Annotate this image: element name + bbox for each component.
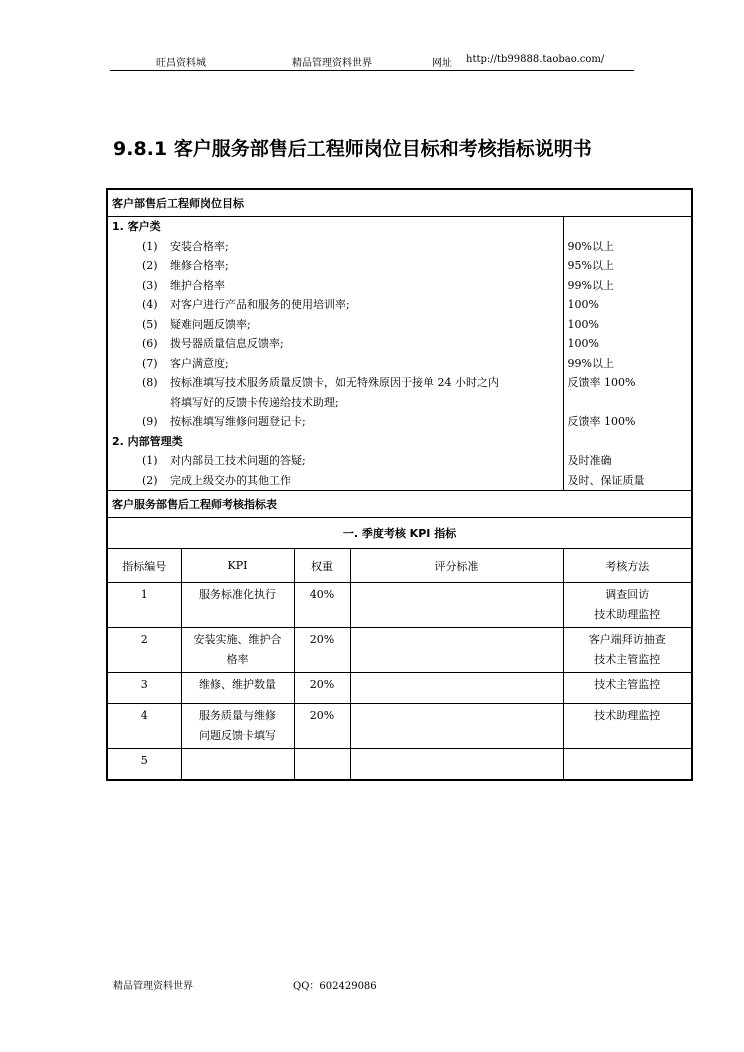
kpi-method <box>563 583 692 628</box>
kpi-name <box>181 583 294 628</box>
kpi-standard <box>350 704 563 749</box>
goal-item <box>112 373 559 393</box>
goal-item-target: 反馈率 100% <box>567 415 636 428</box>
goal-item-text: 客户满意度; <box>170 356 229 370</box>
kpi-method-line: 技术主管监控 <box>594 678 661 691</box>
goal-item-target: 95%以上 <box>567 259 614 272</box>
kpi-method-line: 调查回访 <box>605 588 650 601</box>
kpi-name-line: 服务质量与维修 <box>199 709 276 722</box>
kpi-id: 4 <box>107 704 181 749</box>
goal-item <box>112 334 559 354</box>
kpi-name <box>181 673 294 704</box>
page-header <box>110 54 634 71</box>
kpi-heading: 客户服务部售后工程师考核指标表 <box>107 491 692 518</box>
goal-item-text: 按标准填写维修问题登记卡; <box>170 415 306 428</box>
goal-item-number: (9) <box>142 415 158 428</box>
goal-item-target-spacer <box>568 393 688 413</box>
kpi-method-line: 技术助理监控 <box>594 608 661 621</box>
goal-item-target: 99%以上 <box>567 278 614 292</box>
goal-item-target: 90%以上 <box>567 239 614 253</box>
goal-item <box>112 393 559 413</box>
kpi-weight: 40% <box>294 583 350 628</box>
kpi-method-line: 技术主管监控 <box>594 653 661 666</box>
goal-item-number: (8) <box>142 376 158 389</box>
goal-item <box>112 256 559 276</box>
goal-item-text: 维修合格率; <box>170 259 229 272</box>
page-footer <box>113 977 513 991</box>
header-shop-name: 旺昌资料城 <box>156 58 206 69</box>
goal-item <box>112 295 559 315</box>
goal-item-text: 将填写好的反馈卡传递给技术助理; <box>170 395 339 409</box>
kpi-method <box>563 749 692 781</box>
goal-item-number: (7) <box>142 356 158 370</box>
kpi-method <box>563 673 692 704</box>
kpi-weight: 20% <box>294 673 350 704</box>
kpi-id: 1 <box>107 583 181 628</box>
kpi-table-row <box>107 628 692 673</box>
goal-item-text: 完成上级交办的其他工作 <box>170 473 291 487</box>
goal-item-text: 维护合格率 <box>170 278 225 292</box>
kpi-standard <box>350 673 563 704</box>
kpi-name-line: 服务标准化执行 <box>199 588 276 601</box>
kpi-id: 3 <box>107 673 181 704</box>
footer-qq: QQ：602429086 <box>293 981 377 992</box>
goal-item-number: (2) <box>142 473 158 487</box>
goal-item-target: 100% <box>567 317 599 331</box>
kpi-weight: 20% <box>294 628 350 673</box>
goal-group-label: 1. 客户类 <box>112 220 161 233</box>
kpi-column-header: 权重 <box>294 549 350 583</box>
kpi-column-header: 考核方法 <box>563 549 692 583</box>
goal-item <box>112 315 559 335</box>
goals-heading: 客户部售后工程师岗位目标 <box>107 189 692 217</box>
kpi-table-row <box>107 749 692 781</box>
kpi-weight: 20% <box>294 704 350 749</box>
kpi-id: 5 <box>107 749 181 781</box>
kpi-method-line: 客户端拜访抽查 <box>588 633 666 646</box>
goal-group-spacer <box>568 217 688 237</box>
goal-item-text: 安装合格率; <box>170 239 229 253</box>
kpi-column-header: 评分标准 <box>350 549 563 583</box>
goal-item <box>112 451 559 471</box>
kpi-table-row <box>107 583 692 628</box>
goal-item <box>112 412 559 432</box>
kpi-name-line: 格率 <box>226 653 249 666</box>
kpi-method <box>563 704 692 749</box>
goal-item-target: 及时、保证质量 <box>567 473 645 487</box>
goals-targets-cell <box>563 217 692 491</box>
header-url-label: 网址 <box>432 58 452 69</box>
kpi-method <box>563 628 692 673</box>
kpi-name <box>181 628 294 673</box>
goal-item <box>112 276 559 296</box>
goal-item-target: 反馈率 100% <box>567 376 636 389</box>
kpi-name <box>181 749 294 781</box>
goal-item-number: (4) <box>142 298 158 311</box>
kpi-subheading: 一. 季度考核 KPI 指标 <box>107 518 692 549</box>
goal-item-number: (1) <box>142 239 158 253</box>
kpi-name-line: 维修、维护数量 <box>199 678 276 691</box>
kpi-column-header: KPI <box>181 549 294 583</box>
goal-item-text: 疑难问题反馈率; <box>170 317 251 331</box>
goal-item <box>112 237 559 257</box>
goal-item-target: 及时准确 <box>567 454 612 467</box>
kpi-weight <box>294 749 350 781</box>
kpi-standard <box>350 628 563 673</box>
kpi-id: 2 <box>107 628 181 673</box>
goal-item <box>112 471 559 491</box>
goal-item-text: 按标准填写技术服务质量反馈卡，如无特殊原因于接单 24 小时之内 <box>170 376 499 389</box>
kpi-column-header: 指标编号 <box>107 549 181 583</box>
goal-item-text: 对客户进行产品和服务的使用培训率; <box>170 298 350 311</box>
kpi-standard <box>350 749 563 781</box>
goal-item-number: (1) <box>142 454 158 467</box>
goal-item-text: 对内部员工技术问题的答疑; <box>170 454 306 467</box>
header-url-link[interactable]: http://tb99888.taobao.com/ <box>466 54 605 65</box>
goals-items-cell <box>107 217 563 491</box>
header-world: 精品管理资料世界 <box>292 58 372 69</box>
main-table <box>106 188 693 781</box>
goal-item-number: (2) <box>142 259 158 272</box>
goal-item-target: 99%以上 <box>567 356 614 370</box>
goal-item-number: (5) <box>142 317 158 331</box>
kpi-name-line: 安装实施、维护合 <box>193 633 282 646</box>
kpi-name <box>181 704 294 749</box>
goal-group-spacer <box>568 432 688 452</box>
goal-group-label: 2. 内部管理类 <box>112 434 183 448</box>
goal-item-target: 100% <box>567 337 599 350</box>
kpi-table-row <box>107 704 692 749</box>
goal-item-number: (3) <box>142 278 158 292</box>
goal-item-text: 拨号器质量信息反馈率; <box>170 337 284 350</box>
kpi-table-row <box>107 673 692 704</box>
kpi-standard <box>350 583 563 628</box>
goal-item <box>112 354 559 374</box>
kpi-method-line: 技术助理监控 <box>594 709 661 722</box>
footer-world: 精品管理资料世界 <box>113 981 193 992</box>
document-title: 9.8.1 客户服务部售后工程师岗位目标和考核指标说明书 <box>113 138 592 160</box>
kpi-name-line: 问题反馈卡填写 <box>199 729 276 742</box>
goal-item-number: (6) <box>142 337 158 350</box>
goal-item-target: 100% <box>567 298 599 311</box>
